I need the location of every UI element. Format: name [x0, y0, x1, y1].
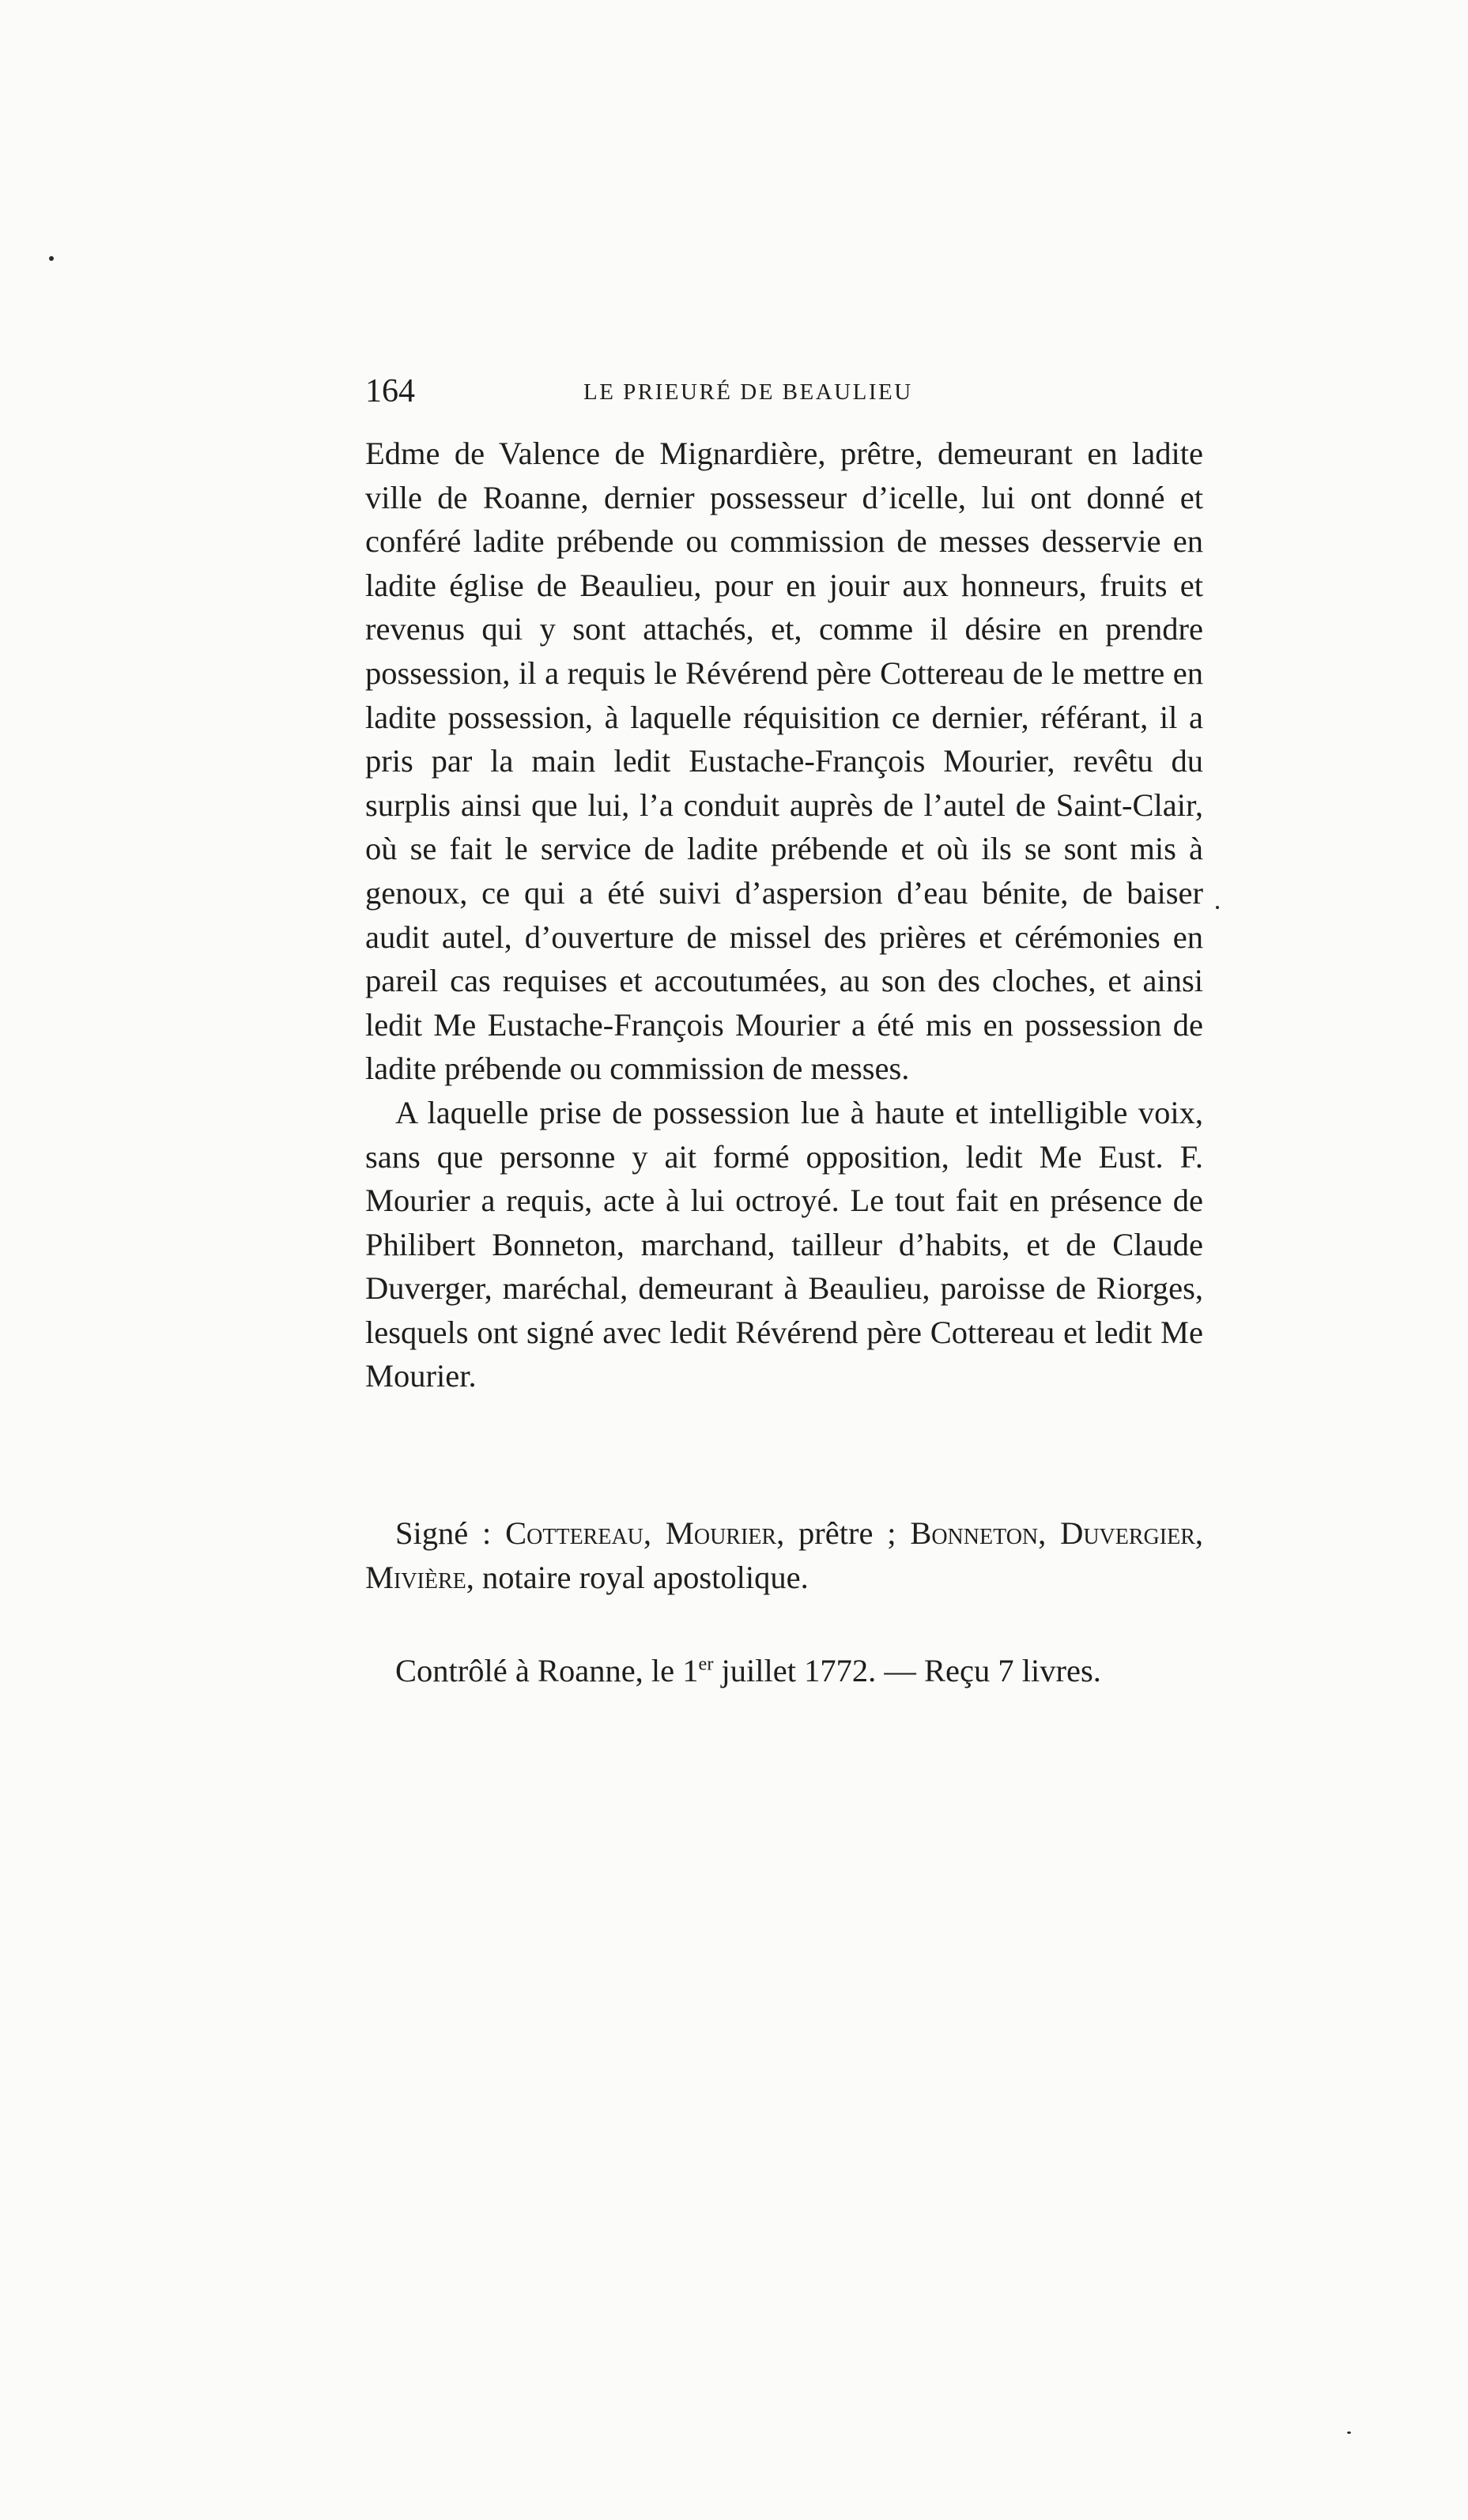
body-text [365, 432, 1203, 1398]
page-number: 164 [365, 373, 415, 409]
signatory-name: Mourier [665, 1515, 777, 1551]
control-ordinal: er [698, 1653, 714, 1675]
control-note [395, 1649, 1217, 1693]
ink-speck [1347, 2431, 1351, 2434]
signature-block [365, 1511, 1203, 1600]
signature-separator: , [1038, 1515, 1047, 1551]
signatory-name: Cottereau [505, 1515, 643, 1551]
signature-separator: , [643, 1515, 652, 1551]
signatory-role: , prêtre ; [776, 1515, 896, 1551]
signatory-role: , notaire royal apostolique. [466, 1560, 809, 1595]
signature-label: Signé : [395, 1515, 492, 1551]
ink-speck [49, 256, 54, 261]
signatory-name: Mivière [365, 1560, 466, 1595]
signature-line [365, 1511, 1203, 1600]
paragraph: A laquelle prise de possession lue à haute et intelligible voix, sans que personne y ait formé opposition, ledit Me Eust. F. Mourier a requis, acte à lui octroyé. Le tout fait en présence de Philibert Bonneton, marchand, tailleur d’habits, et de Claude Duverger, maréchal, demeurant à Beaulieu, paroisse de Riorges, lesquels ont signé avec ledit Révérend père Cottereau et ledit Me Mourier. [365, 1094, 1203, 1394]
paragraph: Edme de Valence de Mignardière, prêtre, demeurant en ladite ville de Roanne, dernier possesseur d’icelle, lui ont donné et conféré ladite prébende ou commission de messes desservie en ladite église de Beaulieu, pour en jouir aux honneurs, fruits et revenus qui y sont attachés, et, comme il désire en prendre possession, il a requis le Révérend père Cottereau de le mettre en ladite possession, à laquelle réquisition ce dernier, référant, il a pris par la main ledit Eustache-François Mourier, revêtu du surplis ainsi que lui, l’a conduit auprès de l’autel de Saint-Clair, où se fait le service de ladite prébende et où ils se sont mis à genoux, ce qui a été suivi d’aspersion d’eau bénite, de baiser audit autel, d’ouverture de missel des prières et cérémonies en pareil cas requises et accoutumées, au son des cloches, et ainsi ledit Me Eustache-François Mourier a été mis en possession de ladite prébende ou commission de messes. [365, 436, 1203, 1087]
control-text-before: Contrôlé à Roanne, le 1 [395, 1653, 699, 1688]
running-head [365, 372, 1203, 419]
running-title: LE PRIEURÉ DE BEAULIEU [583, 379, 913, 405]
signatory-name: Bonneton [910, 1515, 1039, 1551]
signature-separator: , [1194, 1515, 1204, 1551]
signatory-name: Duvergier [1060, 1515, 1195, 1551]
control-text-after: juillet 1772. — Reçu 7 livres. [713, 1653, 1101, 1688]
ink-speck [1216, 906, 1219, 909]
